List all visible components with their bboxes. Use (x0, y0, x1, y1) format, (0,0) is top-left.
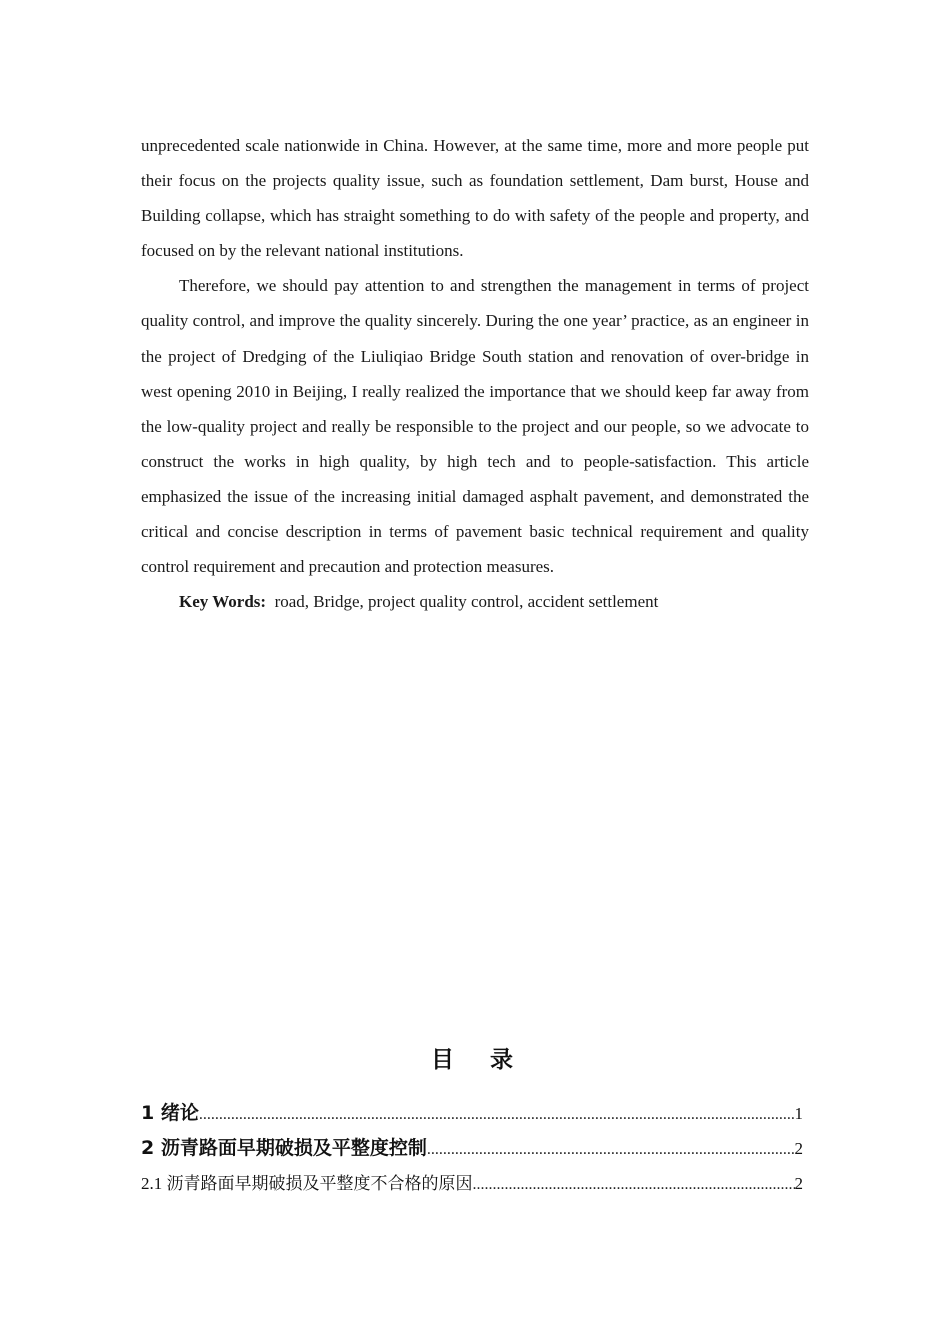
abstract-paragraph-1: unprecedented scale nationwide in China. However, at the same time, more and more people put their focus on the projects quality issue, such as foundation settlement, Dam burst, House and Building collapse, which has straight something to do with safety of the people and property, and focused on by the relevant national institutions. (141, 136, 809, 261)
keywords-line (141, 584, 809, 619)
toc-entry-label: 2.1 沥青路面早期破损及平整度不合格的原因 (141, 1174, 473, 1193)
toc-entry[interactable] (141, 1096, 803, 1131)
keywords-label: Key Words: (179, 592, 267, 612)
toc-leader-dots (473, 1167, 795, 1202)
toc-entry-label: 1 绪论 (141, 1102, 199, 1124)
toc-entry-page: 2 (794, 1174, 803, 1193)
toc-leader-dots (199, 1097, 795, 1132)
toc-entry-label: 2 沥青路面早期破损及平整度控制 (141, 1137, 427, 1159)
toc-entry-page: 2 (794, 1139, 803, 1158)
toc-entry-page: 1 (794, 1104, 803, 1123)
table-of-contents (141, 1040, 803, 1201)
toc-leader-dots (427, 1132, 795, 1167)
keywords-text: road, Bridge, project quality control, accident settlement (274, 592, 659, 612)
toc-title: 目 录 (430, 1047, 527, 1073)
abstract-paragraph-2: Therefore, we should pay attention to and strengthen the management in terms of project quality control, and improve the quality sincerely. During the one year’ practice, as an engineer in the project of Dredging of the Liuliqiao Bridge South station and renovation of over-bridge in west opening 2010 in Beijing, I really realized the importance that we should keep far away from the low-quality project and really be responsible to the project and our people, so we advocate to construct the works in high quality, by high tech and to people-satisfaction. This article emphasized the issue of the increasing initial damaged asphalt pavement, and demonstrated the critical and concise description in terms of pavement basic technical requirement and quality control requirement and precaution and protection measures. (141, 276, 809, 577)
english-abstract (141, 128, 809, 619)
toc-entry[interactable] (141, 1131, 803, 1166)
toc-entry[interactable] (141, 1166, 803, 1201)
